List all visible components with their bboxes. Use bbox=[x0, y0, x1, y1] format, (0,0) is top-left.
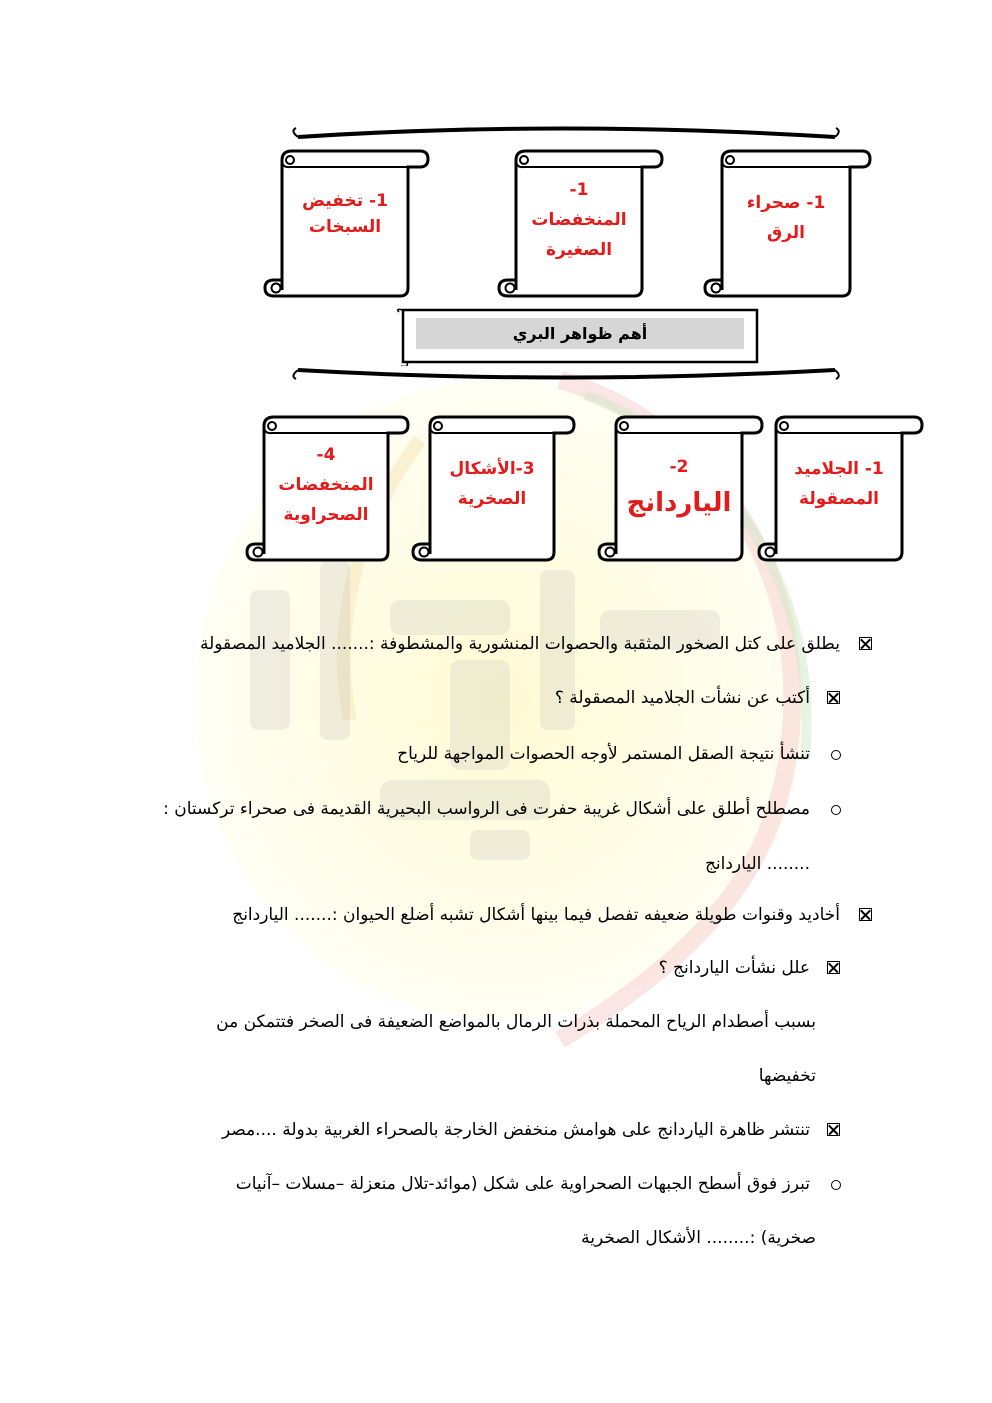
bullet-circle bbox=[831, 750, 841, 760]
bottom-scroll-label bbox=[778, 454, 900, 514]
top-scroll-card bbox=[702, 148, 872, 298]
text-line: يطلق على كتل الصخور المثقبة والحصوات المنشورية والمشطوفة :....... الجلاميد المصقولة bbox=[199, 634, 840, 654]
text-line: تبرز فوق أسطح الجبهات الصحراوية على شكل (موائد-تلال منعزلة –مسلات –آنيات bbox=[235, 1174, 810, 1194]
text-line: بسبب أصطدام الرياح المحملة بذرات الرمال بالمواضع الضعيفة فى الصخر فتتمكن من bbox=[216, 1012, 816, 1032]
top-scroll-card bbox=[496, 148, 664, 298]
scroll-label-line: المنخفضات bbox=[278, 475, 374, 495]
bullet-circle bbox=[831, 805, 841, 815]
scroll-label-line: الرق bbox=[767, 223, 805, 243]
text-line: أكتب عن نشأت الجلاميد المصقولة ؟ bbox=[554, 688, 810, 708]
scroll-label-line: الياردانج bbox=[626, 488, 732, 518]
bottom-scroll-card bbox=[596, 414, 764, 562]
scroll-label-line: 3-الأشكال bbox=[449, 459, 535, 479]
top-scroll-label bbox=[724, 188, 848, 248]
checkbox-mark bbox=[827, 691, 840, 704]
scroll-label-line: 4- bbox=[316, 445, 336, 465]
text-line: صخرية) :........ الأشكال الصخرية bbox=[581, 1228, 816, 1248]
checkbox-mark bbox=[859, 908, 872, 921]
checkbox-mark bbox=[859, 637, 872, 650]
scroll-label-line: 2- bbox=[669, 457, 689, 477]
bottom-scroll-card bbox=[244, 414, 410, 562]
scroll-label-line: 1- تخفيض bbox=[302, 191, 388, 211]
text-line: علل نشأت الياردانج ؟ bbox=[658, 958, 810, 978]
text-line: ........ الياردانج bbox=[704, 854, 810, 874]
text-line: مصطلح أطلق على أشكال غريبة حفرت فى الرواسب البحيرية القديمة فى صحراء تركستان : bbox=[163, 799, 810, 819]
scroll-label-line: المصقولة bbox=[799, 489, 879, 509]
scroll-label-line: السبخات bbox=[308, 217, 382, 237]
checkbox-mark bbox=[827, 961, 840, 974]
text-line: تخفيضها bbox=[758, 1066, 816, 1086]
scroll-label-line: الصغيرة bbox=[545, 240, 613, 260]
scroll-label-line: المنخفضات bbox=[531, 210, 627, 230]
text-line: أخاديد وقنوات طويلة ضعيفه تفصل فيما بينها أشكال تشبه أضلع الحيوان :....... الياردانج bbox=[232, 905, 840, 925]
bullet-circle bbox=[831, 1180, 841, 1190]
checkbox-mark bbox=[827, 1123, 840, 1136]
scroll-label-line: 1- الجلاميد bbox=[794, 459, 884, 479]
scroll-label-line: 1- bbox=[569, 180, 589, 200]
bottom-scroll-card bbox=[410, 414, 576, 562]
scroll-label-line: الصخرية bbox=[457, 489, 527, 509]
diagram-title: أهم ظواهر البري bbox=[416, 318, 744, 349]
bottom-scroll-label bbox=[618, 450, 740, 522]
top-scroll-card bbox=[262, 148, 430, 298]
scroll-label-line: الصحراوية bbox=[283, 505, 369, 525]
text-line: تنشأ نتيجة الصقل المستمر لأوجه الحصوات المواجهة للرياح bbox=[397, 744, 810, 764]
bottom-scroll-label bbox=[432, 454, 552, 514]
bottom-scroll-label bbox=[266, 440, 386, 530]
scroll-label-line: 1- صحراء bbox=[746, 193, 826, 213]
bottom-scroll-card bbox=[756, 414, 924, 562]
text-line: تنتشر ظاهرة الياردانج على هوامش منخفض الخارجة بالصحراء الغربية بدولة ....مصر bbox=[221, 1120, 810, 1140]
top-scroll-label bbox=[518, 175, 640, 265]
top-scroll-label bbox=[284, 188, 406, 240]
